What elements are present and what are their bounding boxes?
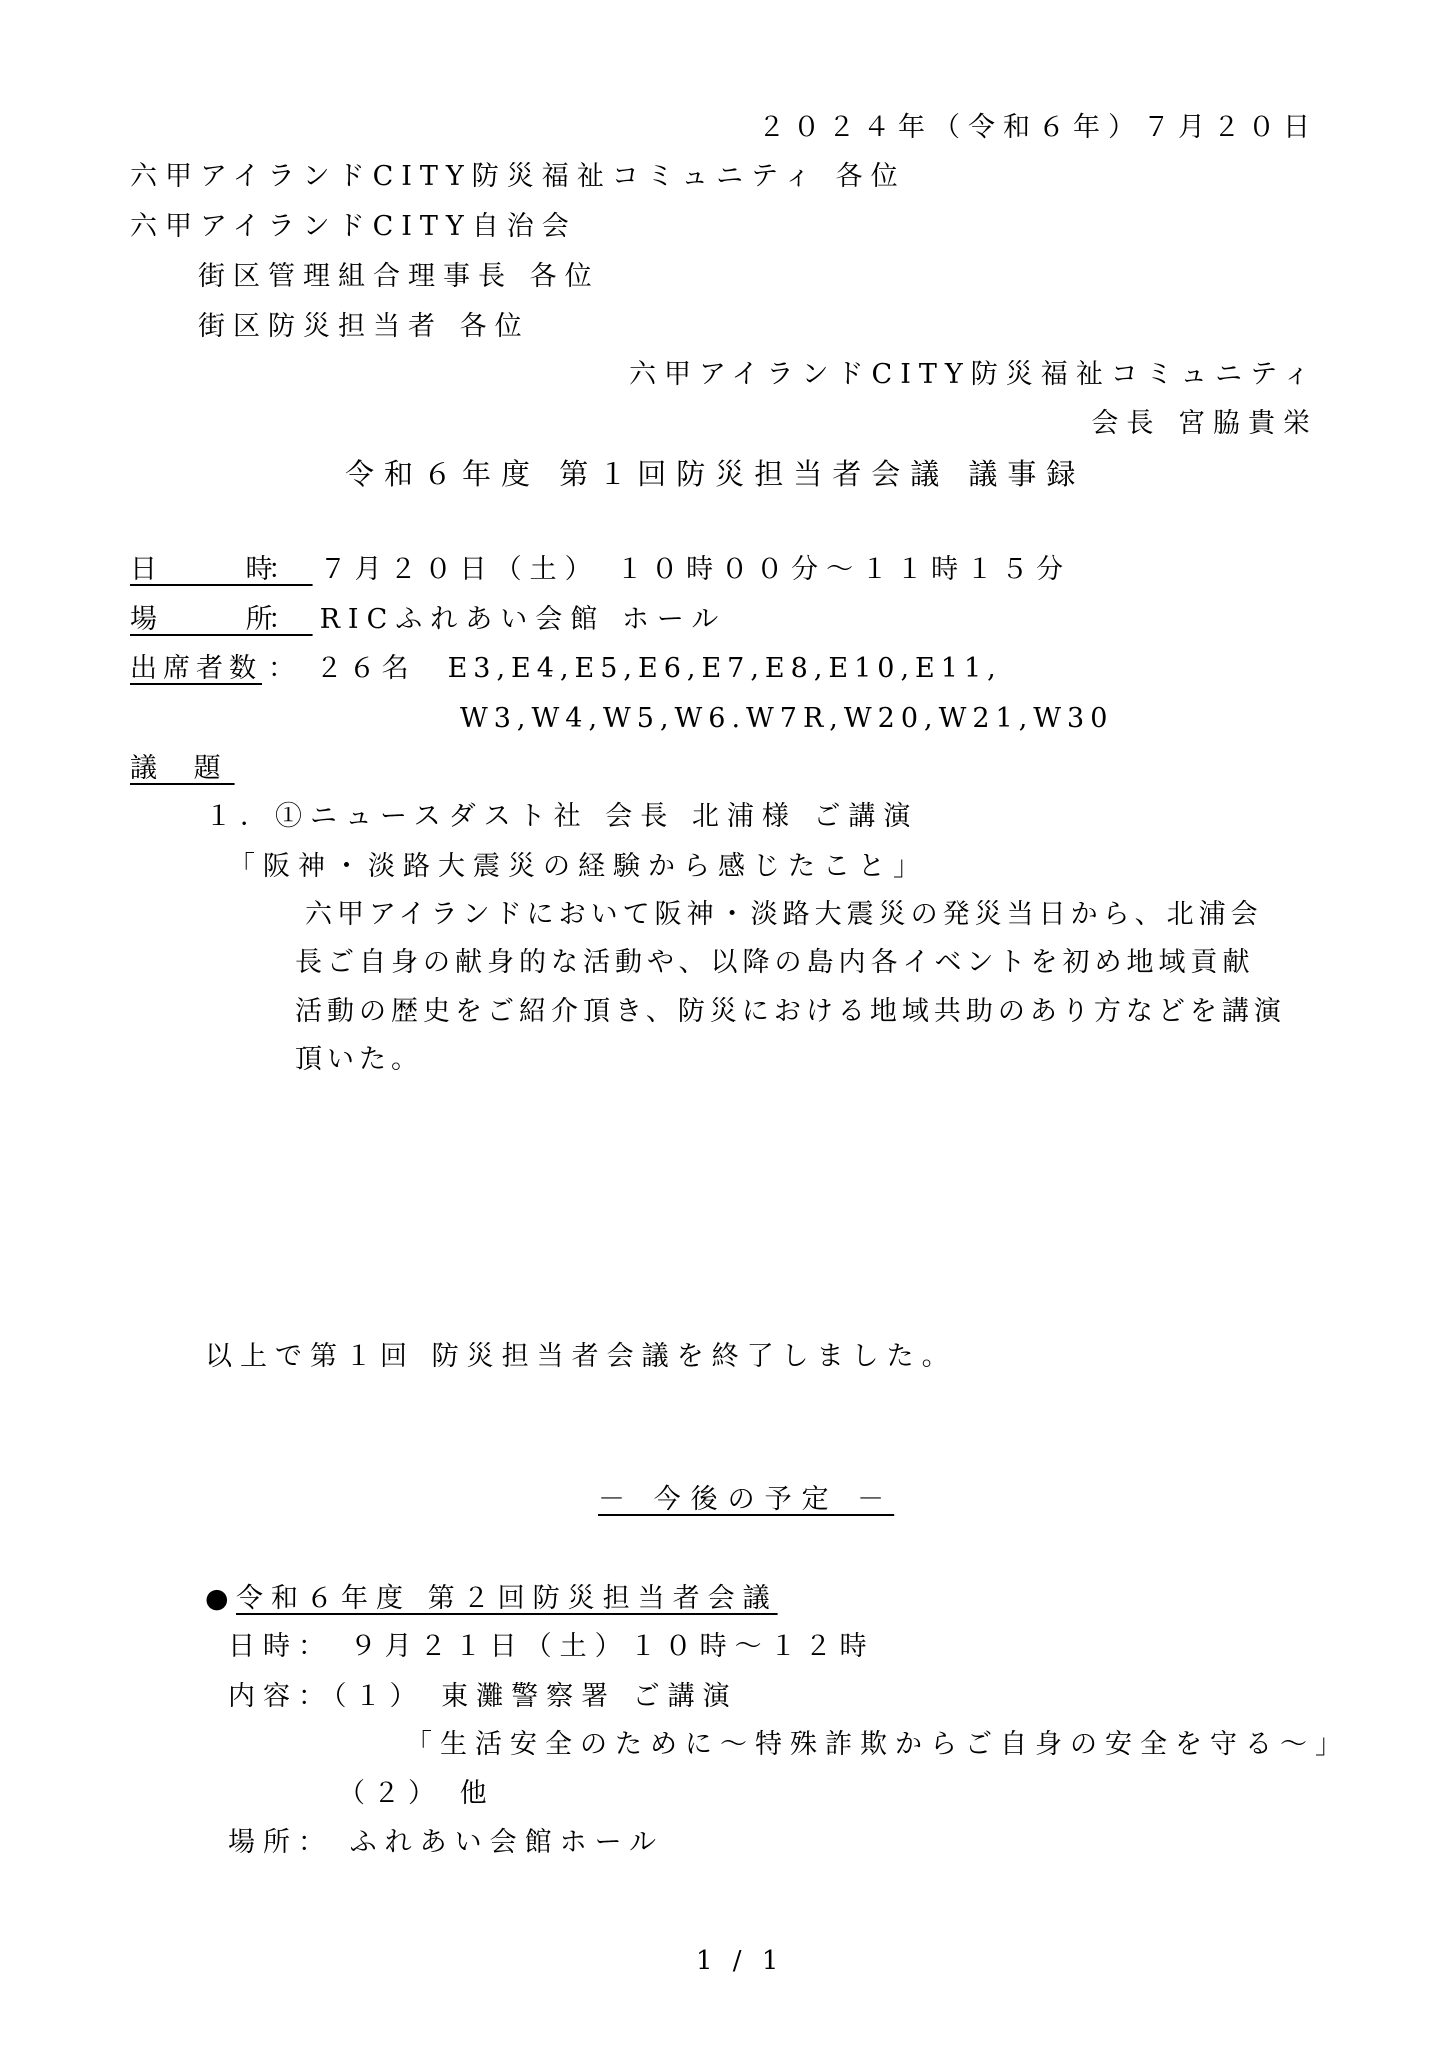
- agenda-item-1-body-line: 六甲アイランドにおいて阪神・淡路大震災の発災当日から、北浦会: [305, 899, 1263, 930]
- schedule-heading: － 今後の予定 －: [598, 1484, 895, 1515]
- page-number: 1 / 1: [696, 1946, 785, 1976]
- agenda-item-1: １．①ニュースダスト社 会長 北浦様 ご講演: [205, 801, 919, 832]
- next-meeting-content-2: （２） 他: [338, 1778, 495, 1809]
- closing-statement: 以上で第１回 防災担当者会議を終了しました。: [205, 1341, 957, 1372]
- recipient-line: 六甲アイランドCITY自治会: [130, 211, 577, 242]
- attendees-value: ： ２６名 E3,E4,E5,E6,E7,E8,E10,E11,: [268, 653, 1002, 684]
- next-meeting-content-1: 内容：（１） 東灘警察署 ご講演: [228, 1681, 738, 1712]
- attendees-value-continued: W3,W4,W5,W6.W7R,W20,W21,W30: [460, 703, 1114, 734]
- agenda-item-1-topic: 「阪神・淡路大震災の経験から感じたこと」: [228, 851, 928, 882]
- bullet-icon: ●: [205, 1583, 237, 1614]
- sender-name: 会長 宮脇貴栄: [1091, 408, 1318, 439]
- document-title: 令和６年度 第１回防災担当者会議 議事録: [345, 457, 1086, 491]
- datetime-value: ： ７月２０日（土） １０時００分～１１時１５分: [268, 554, 1072, 585]
- attendees-label: 出席者数: [130, 653, 262, 684]
- agenda-item-1-body-line: 長ご自身の献身的な活動や、以降の島内各イベントを初め地域貢献: [295, 947, 1255, 978]
- document-date: ２０２４年（令和６年）７月２０日: [758, 112, 1318, 143]
- next-meeting-datetime: 日時： ９月２１日（土）１０時～１２時: [228, 1631, 875, 1662]
- next-meeting-title: 令和６年度 第２回防災担当者会議: [236, 1583, 778, 1614]
- agenda-heading: 議 題: [130, 753, 235, 784]
- next-meeting-content-topic: 「生活安全のために～特殊詐欺からご自身の安全を守る～」: [405, 1729, 1350, 1760]
- sender-organization: 六甲アイランドCITY防災福祉コミュニティ: [628, 359, 1318, 390]
- recipient-line: 六甲アイランドCITY防災福祉コミュニティ 各位: [130, 161, 906, 192]
- recipient-line: 街区管理組合理事長 各位: [198, 261, 600, 292]
- agenda-item-1-body-line: 頂いた。: [295, 1044, 423, 1075]
- place-label: 場 所: [130, 604, 313, 635]
- datetime-label: 日 時: [130, 554, 313, 585]
- agenda-item-1-body-line: 活動の歴史をご紹介頂き、防災における地域共助のあり方などを講演: [295, 996, 1286, 1027]
- recipient-line: 街区防災担当者 各位: [198, 311, 530, 342]
- place-value: ： RICふれあい会館 ホール: [268, 604, 727, 635]
- next-meeting-place: 場所： ふれあい会館ホール: [228, 1827, 665, 1858]
